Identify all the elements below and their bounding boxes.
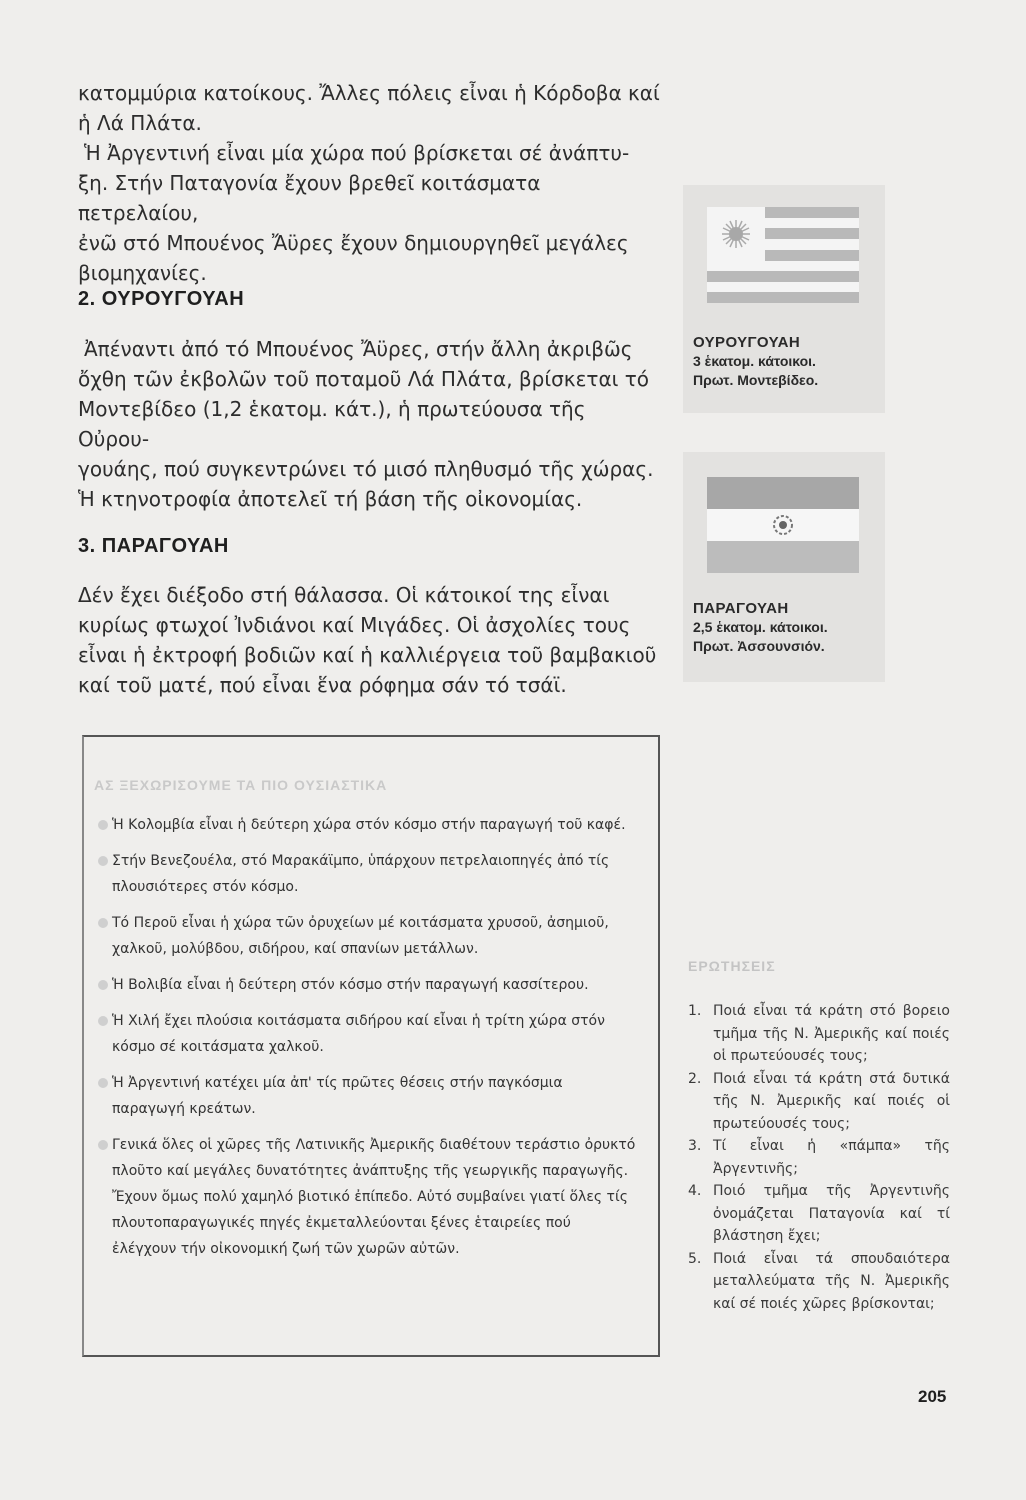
question-text: Τί εἶναι ἡ «πάμπα» τῆς Ἀργεντινῆς; xyxy=(713,1138,950,1177)
question-number: 3. xyxy=(688,1138,702,1154)
intro-paragraph xyxy=(78,78,660,288)
uruguay-flag-icon xyxy=(707,207,859,303)
summary-item xyxy=(96,1132,636,1262)
uruguay-caption xyxy=(693,333,818,390)
question-item xyxy=(688,1000,950,1068)
question-text: Ποιά εἶναι τά σπουδαιότερα μεταλλεύματα τῆς Ν. Ἀμερικῆς καί σέ ποιές χῶρες βρίσκονται; xyxy=(713,1250,950,1312)
country-name: ΠΑΡΑΓΟΥΑΗ xyxy=(693,600,789,617)
country-capital: Πρωτ. Ἀσσουνσιόν. xyxy=(693,638,825,654)
country-capital: Πρωτ. Μοντεβίδεο. xyxy=(693,372,819,388)
question-text: Ποιό τμῆμα τῆς Ἀργεντινῆς ὀνομάζεται Παταγονία καί τί βλάστηση ἔχει; xyxy=(713,1183,950,1244)
section-heading-uruguay: 2. ΟΥΡΟΥΓΟΥΑΗ xyxy=(78,288,245,310)
summary-item xyxy=(96,1008,636,1060)
text-line: κατομμύρια κατοίκους. Ἄλλες πόλεις εἶναι ἡ Κόρδοβα καί xyxy=(78,81,660,105)
flag-stripe xyxy=(707,271,859,282)
summary-item-text: Γενικά ὅλες οἱ χῶρες τῆς Λατινικῆς Ἀμερικῆς διαθέτουν τεράστιο ὀρυκτό πλοῦτο καί μεγάλες δυνατότητες ἀνάπτυξης τῆς γεωργικῆς παραγωγῆς. Ἔχουν ὅμως πολύ χαμηλό βιοτικό ἐπίπεδο. Αὐτό συμβαίνει γιατί ὅλες τίς πλουτοπαραγωγικές πηγές ἐκμεταλλεύονται ξένες ἑταιρείες πού ἐλέγχουν τήν οἰκονομική ζωή τῶν χωρῶν αὐτῶν. xyxy=(112,1137,636,1257)
bullet-icon xyxy=(98,820,108,830)
summary-item-text: Ἡ Κολομβία εἶναι ἡ δεύτερη χώρα στόν κόσμο στήν παραγωγή τοῦ καφέ. xyxy=(112,817,626,833)
bullet-icon xyxy=(98,980,108,990)
text-line: γουάης, πού συγκεντρώνει τό μισό πληθυσμό τῆς χώρας. xyxy=(78,457,654,481)
question-item xyxy=(688,1180,950,1248)
summary-list xyxy=(96,812,636,1272)
text-line: ξη. Στήν Παταγονία ἔχουν βρεθεῖ κοιτάσματα πετρελαίου, xyxy=(78,171,541,225)
question-item xyxy=(688,1248,950,1316)
text-line: Ἡ κτηνοτροφία ἀποτελεῖ τή βάση τῆς οἰκονομίας. xyxy=(78,487,583,511)
flag-stripe xyxy=(707,292,859,303)
question-number: 4. xyxy=(688,1183,702,1199)
flag-stripe-blue xyxy=(707,541,859,573)
summary-box xyxy=(82,735,660,1357)
summary-item-text: Τό Περοῦ εἶναι ἡ χώρα τῶν ὀρυχείων μέ κοιτάσματα χρυσοῦ, ἀσημιοῦ, χαλκοῦ, μολύβδου, σιδήρου, καί σπανίων μετάλλων. xyxy=(112,915,609,957)
question-text: Ποιά εἶναι τά κράτη στά δυτικά τῆς Ν. Ἀμερικῆς καί ποιές οἱ πρωτεύουσές τους; xyxy=(713,1070,950,1132)
bullet-icon xyxy=(98,918,108,928)
text-line: Μοντεβίδεο (1,2 ἑκατομ. κάτ.), ἡ πρωτεύουσα τῆς Οὐρου- xyxy=(78,397,586,451)
questions-title: ΕΡΩΤΗΣΕΙΣ xyxy=(688,958,776,974)
coat-of-arms-icon xyxy=(771,513,795,537)
summary-item xyxy=(96,812,636,838)
summary-item-text: Ἡ Χιλή ἔχει πλούσια κοιτάσματα σιδήρου καί εἶναι ἡ τρίτη χώρα στόν κόσμο σέ κοιτάσματα χαλκοῦ. xyxy=(112,1013,605,1055)
country-name: ΟΥΡΟΥΓΟΥΑΗ xyxy=(693,334,801,351)
text-line: εἶναι ἡ ἐκτροφή βοδιῶν καί ἡ καλλιέργεια τοῦ βαμβακιοῦ xyxy=(78,643,657,667)
bullet-icon xyxy=(98,1140,108,1150)
sun-of-may-icon xyxy=(721,219,751,249)
text-line: Δέν ἔχει διέξοδο στή θάλασσα. Οἱ κάτοικοί της εἶναι xyxy=(78,583,610,607)
flag-stripe-red xyxy=(707,477,859,509)
text-line: ἡ Λά Πλάτα. xyxy=(78,111,202,135)
bullet-icon xyxy=(98,856,108,866)
bullet-icon xyxy=(98,1016,108,1026)
summary-item xyxy=(96,972,636,998)
country-population: 3 ἑκατομ. κάτοικοι. xyxy=(693,353,816,369)
summary-item-text: Ἡ Βολιβία εἶναι ἡ δεύτερη στόν κόσμο στήν παραγωγή κασσίτερου. xyxy=(112,977,589,993)
question-item xyxy=(688,1135,950,1180)
section-heading-paraguay: 3. ΠΑΡΑΓΟΥΑΗ xyxy=(78,535,229,557)
uruguay-paragraph xyxy=(78,334,658,514)
text-line: κυρίως φτωχοί Ἰνδιάνοι καί Μιγάδες. Οἱ ἀσχολίες τους xyxy=(78,613,631,637)
page-number: 205 xyxy=(918,1387,947,1406)
question-number: 5. xyxy=(688,1250,702,1267)
paraguay-caption xyxy=(693,599,828,656)
summary-item-text: Στήν Βενεζουέλα, στό Μαρακάϊμπο, ὑπάρχουν πετρελαιοπηγές ἀπό τίς πλουσιότερες στόν κόσμο. xyxy=(112,853,610,895)
question-number: 1. xyxy=(688,1003,702,1019)
questions-list xyxy=(688,1000,950,1315)
uruguay-flag-panel xyxy=(683,185,885,413)
text-line: Ἡ Ἀργεντινή εἶναι μία χώρα πού βρίσκεται σέ ἀνάπτυ- xyxy=(84,141,630,165)
paraguay-paragraph xyxy=(78,580,658,700)
question-number: 2. xyxy=(688,1070,702,1087)
summary-item xyxy=(96,1070,636,1122)
question-text: Ποιά εἶναι τά κράτη στό βορειο τμῆμα τῆς Ν. Ἀμερικῆς καί ποιές οἱ πρωτεύουσές τους; xyxy=(713,1003,950,1064)
text-line: Ἀπέναντι ἀπό τό Μπουένος Ἄϋρες, στήν ἄλλη ἀκριβῶς xyxy=(84,337,633,361)
summary-item xyxy=(96,910,636,962)
text-line: καί τοῦ ματέ, πού εἶναι ἕνα ρόφημα σάν τό τσάϊ. xyxy=(78,673,567,697)
paraguay-flag-icon xyxy=(707,477,859,573)
question-item xyxy=(688,1068,950,1136)
country-population: 2,5 ἑκατομ. κάτοικοι. xyxy=(693,619,828,635)
bullet-icon xyxy=(98,1078,108,1088)
text-line: ἐνῶ στό Μπουένος Ἄϋρες ἔχουν δημιουργηθεῖ μεγάλες xyxy=(78,231,629,255)
summary-title: ΑΣ ΞΕΧΩΡΙΣΟΥΜΕ ΤΑ ΠΙΟ ΟΥΣΙΑΣΤΙΚΑ xyxy=(94,777,388,793)
text-line: βιομηχανίες. xyxy=(78,261,207,285)
text-line: ὄχθη τῶν ἐκβολῶν τοῦ ποταμοῦ Λά Πλάτα, βρίσκεται τό xyxy=(78,367,650,391)
paraguay-flag-panel xyxy=(683,452,885,682)
summary-item-text: Ἡ Ἀργεντινή κατέχει μία ἀπ' τίς πρῶτες θέσεις στήν παγκόσμια παραγωγή κρεάτων. xyxy=(112,1075,563,1117)
summary-item xyxy=(96,848,636,900)
